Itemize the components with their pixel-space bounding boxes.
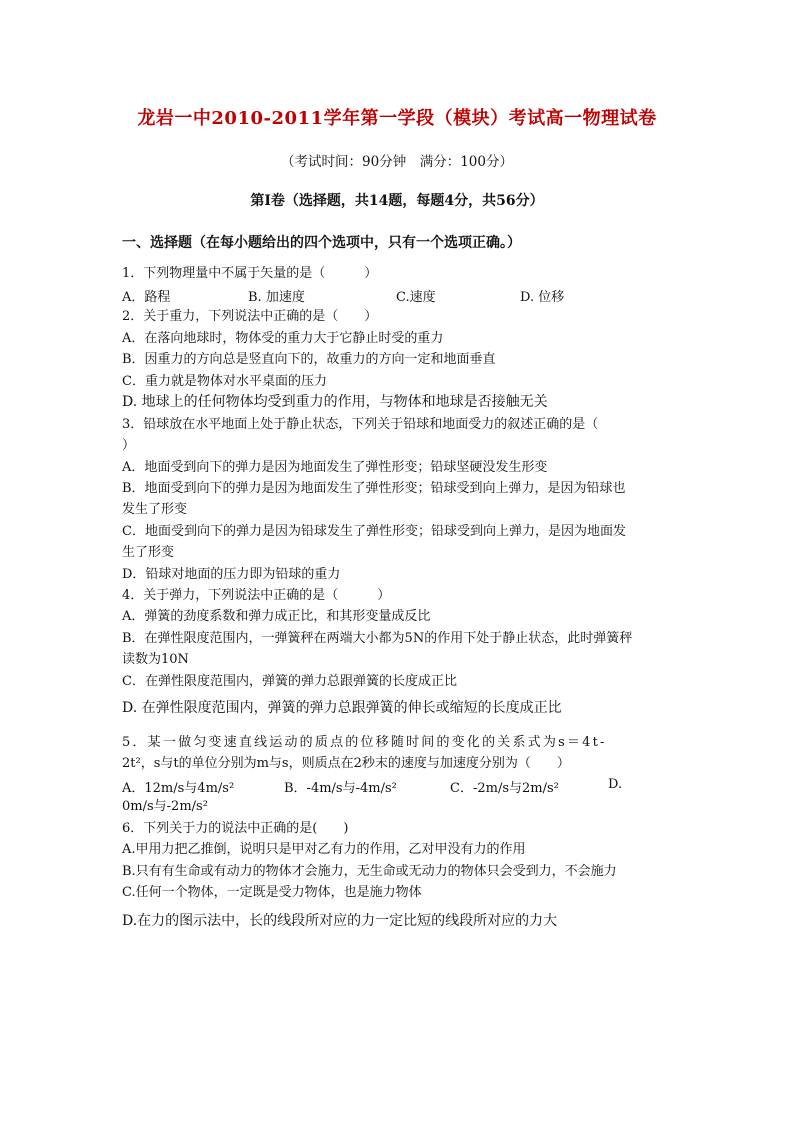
q3-option-c-line2: 生了形变 [122,545,175,560]
q2-stem: 2．关于重力，下列说法中正确的是（ ） [122,309,378,324]
q6-stem: 6．下列关于力的说法中正确的是( ) [122,821,349,836]
q4-option-c: C．在弹性限度范围内，弹簧的弹力总跟弹簧的长度成正比 [122,674,457,689]
q3-stem-line2: ） [122,438,136,453]
q4-option-a: A．弹簧的劲度系数和弹力成正比，和其形变量成反比 [122,609,431,624]
q4-option-b-line1: B．在弹性限度范围内，一弹簧秤在两端大小都为5N的作用下处于静止状态，此时弹簧秤 [122,631,633,646]
q6-option-c: C.任何一个物体，一定既是受力物体，也是施力物体 [122,885,422,900]
q1-option-d: D. 位移 [520,290,565,305]
q3-option-b-line1: B．地面受到向下的弹力是因为地面发生了弹性形变；铅球受到向上弹力，是因为铅球也 [122,481,626,496]
q5-option-b: B．-4m/s与-4m/s² [284,781,397,796]
q5-option-a: A．12m/s与4m/s² [122,781,235,796]
q1-option-c: C.速度 [396,290,436,305]
q1-option-a: A．路程 [122,290,171,305]
q4-option-b-line2: 读数为10N [122,652,189,667]
q3-stem-line1: 3．铅球放在水平地面上处于静止状态，下列关于铅球和地面受力的叙述正确的是（ [122,417,599,432]
q3-option-a: A．地面受到向下的弹力是因为地面发生了弹性形变；铅球坚硬没发生形变 [122,460,548,475]
q6-option-d: D.在力的图示法中，长的线段所对应的力一定比短的线段所对应的力大 [122,913,558,929]
q2-option-d: D. 地球上的任何物体均受到重力的作用，与物体和地球是否接触无关 [122,394,548,410]
q2-option-a: A．在落向地球时，物体受的重力大于它静止时受的重力 [122,331,444,346]
q3-option-b-line2: 发生了形变 [122,502,188,517]
q5-option-d-value: 0m/s与-2m/s² [122,799,208,814]
q1-stem: 1．下列物理量中不属于矢量的是（ ） [122,266,378,281]
q6-option-a: A.甲用力把乙推倒，说明只是甲对乙有力的作用，乙对甲没有力的作用 [122,842,526,857]
q3-option-c-line1: C．地面受到向下的弹力是因为铅球发生了弹性形变；铅球受到向上弹力，是因为地面发 [122,524,626,539]
q5-option-d-label: D. [608,777,623,792]
part-heading: 第Ⅰ卷（选择题，共14题，每题4分，共56分） [250,193,544,209]
q2-option-c: C．重力就是物体对水平桌面的压力 [122,374,327,389]
q6-option-b: B.只有有生命或有动力的物体才会施力，无生命或无动力的物体只会受到力，不会施力 [122,864,617,879]
q4-option-d: D. 在弹性限度范围内，弹簧的弹力总跟弹簧的伸长或缩短的长度成正比 [122,700,562,716]
q5-stem-line2: 2t²，s与t的单位分别为m与s，则质点在2秒末的速度与加速度分别为（ ） [122,756,570,771]
q1-option-b: B. 加速度 [248,290,305,305]
q3-option-d: D．铅球对地面的压力即为铅球的重力 [122,567,341,582]
q5-option-c: C．-2m/s与2m/s² [450,781,559,796]
q2-option-b: B．因重力的方向总是竖直向下的，故重力的方向一定和地面垂直 [122,352,496,367]
exam-title: 龙岩一中2010-2011学年第一学段（模块）考试高一物理试卷 [137,108,657,129]
exam-subtitle: （考试时间：90分钟 满分：100分） [281,154,513,170]
q4-stem: 4．关于弹力，下列说法中正确的是（ ） [122,588,391,603]
section-heading: 一、选择题（在每小题给出的四个选项中，只有一个选项正确。） [122,235,521,251]
q5-stem-line1: 5．某一做匀变速直线运动的质点的位移随时间的变化的关系式为s＝4t- [122,735,607,750]
